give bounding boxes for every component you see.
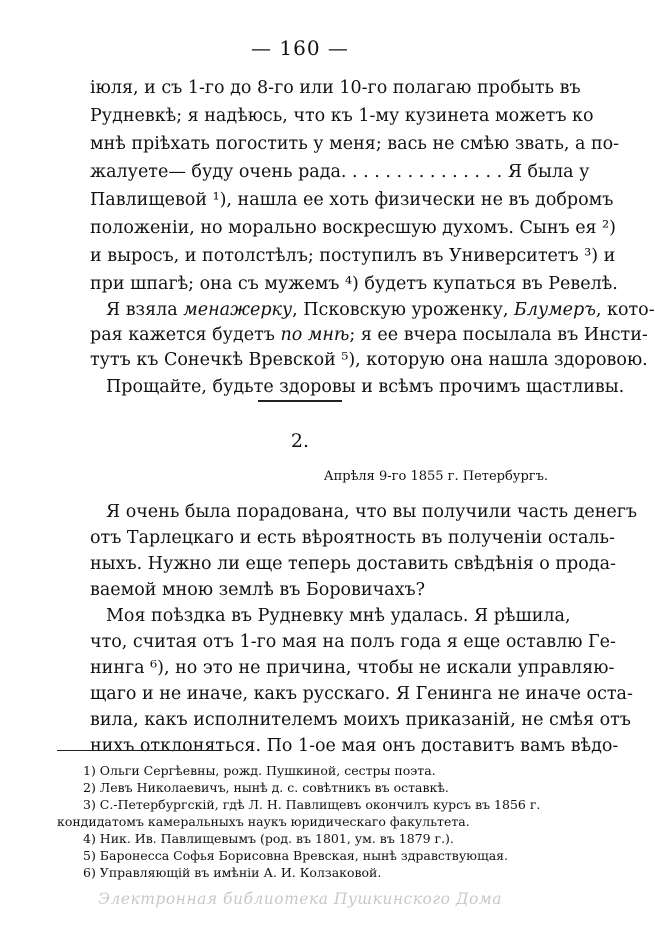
text-line: при шпагѣ; она съ мужемъ ⁴) будетъ купаться въ Ревелѣ. bbox=[90, 274, 618, 294]
text-line: жалуете— буду очень рада. . . . . . . . . . . . . . . Я была у bbox=[90, 162, 590, 182]
text-line: тутъ къ Сонечкѣ Вревской ⁵), которую она нашла здоровою. bbox=[90, 350, 648, 370]
footnote: 1) Ольги Сергѣевны, рожд. Пушкиной, сестры поэта. bbox=[83, 763, 436, 778]
text-line: и выросъ, и потолстѣлъ; поступилъ въ Университетъ ³) и bbox=[90, 246, 616, 266]
section-divider bbox=[258, 400, 342, 402]
text-line: іюля, и съ 1-го до 8-го или 10-го полагаю пробыть въ bbox=[90, 78, 581, 98]
text-line: отъ Тарлецкаго и есть вѣроятность въ полученіи осталь- bbox=[90, 528, 615, 548]
footnote: 5) Баронесса Софья Борисовна Вревская, нынѣ здравствующая. bbox=[83, 848, 508, 863]
footnote-continuation: кондидатомъ камеральныхъ наукъ юридическаго факультета. bbox=[57, 814, 470, 829]
text-line: ваемой мною землѣ въ Боровичахъ? bbox=[90, 580, 425, 600]
page-number: — 160 — bbox=[251, 36, 349, 60]
text-line: положеніи, но морально воскресшую духомъ. Сынъ ея ²) bbox=[90, 218, 616, 238]
text-line: ныхъ. Нужно ли еще теперь доставить свѣдѣнія о прода- bbox=[90, 554, 616, 574]
text-line: Я очень была порадована, что вы получили часть денегъ bbox=[106, 502, 638, 522]
footnote: 6) Управляющій въ имѣніи А. И. Колзаковой. bbox=[83, 865, 382, 880]
text-line: Я взяла менажерку, Псковскую уроженку, Блумеръ, кото- bbox=[106, 300, 655, 320]
text-line: Рудневкѣ; я надѣюсь, что къ 1-му кузинета можетъ ко bbox=[90, 106, 594, 126]
footnote: 2) Левъ Николаевичъ, нынѣ д. с. совѣтникъ въ оставкѣ. bbox=[83, 780, 449, 795]
footnote: 3) С.-Петербургскій, гдѣ Л. Н. Павлищевъ окончилъ курсъ въ 1856 г. bbox=[83, 797, 541, 812]
letter-dateline: Апрѣля 9-го 1855 г. Петербургъ. bbox=[323, 469, 548, 484]
text-line: Прощайте, будьте здоровы и всѣмъ прочимъ щастливы. bbox=[106, 377, 625, 397]
text-line: мнѣ пріѣхать погостить у меня; вась не смѣю звать, а по- bbox=[90, 134, 620, 154]
footnote: 4) Ник. Ив. Павлищевымъ (род. въ 1801, ум. въ 1879 г.). bbox=[83, 831, 454, 846]
text-line: Павлищевой ¹), нашла ее хоть физически не въ добромъ bbox=[90, 190, 614, 210]
footnote-rule bbox=[57, 750, 219, 751]
text-line: нинга ⁶), но это не причина, чтобы не искали управляю- bbox=[90, 658, 615, 678]
text-line: щаго и не иначе, какъ русскаго. Я Генинга не иначе оста- bbox=[90, 684, 633, 704]
text-line: рая кажется будетъ по мнѣ; я ее вчера посылала въ Инсти- bbox=[90, 325, 648, 345]
text-line: что, считая отъ 1-го мая на полъ года я еще оставлю Ге- bbox=[90, 632, 616, 652]
text-line: нихъ отклоняться. По 1-ое мая онъ доставитъ вамъ вѣдо- bbox=[90, 736, 619, 756]
section-number: 2. bbox=[290, 430, 310, 452]
text-line: вила, какъ исполнителемъ моихъ приказаній, не смѣя отъ bbox=[90, 710, 631, 730]
text-line: Моя поѣздка въ Рудневку мнѣ удалась. Я рѣшила, bbox=[106, 606, 571, 626]
library-watermark: Электронная библиотека Пушкинского Дома bbox=[98, 890, 502, 908]
